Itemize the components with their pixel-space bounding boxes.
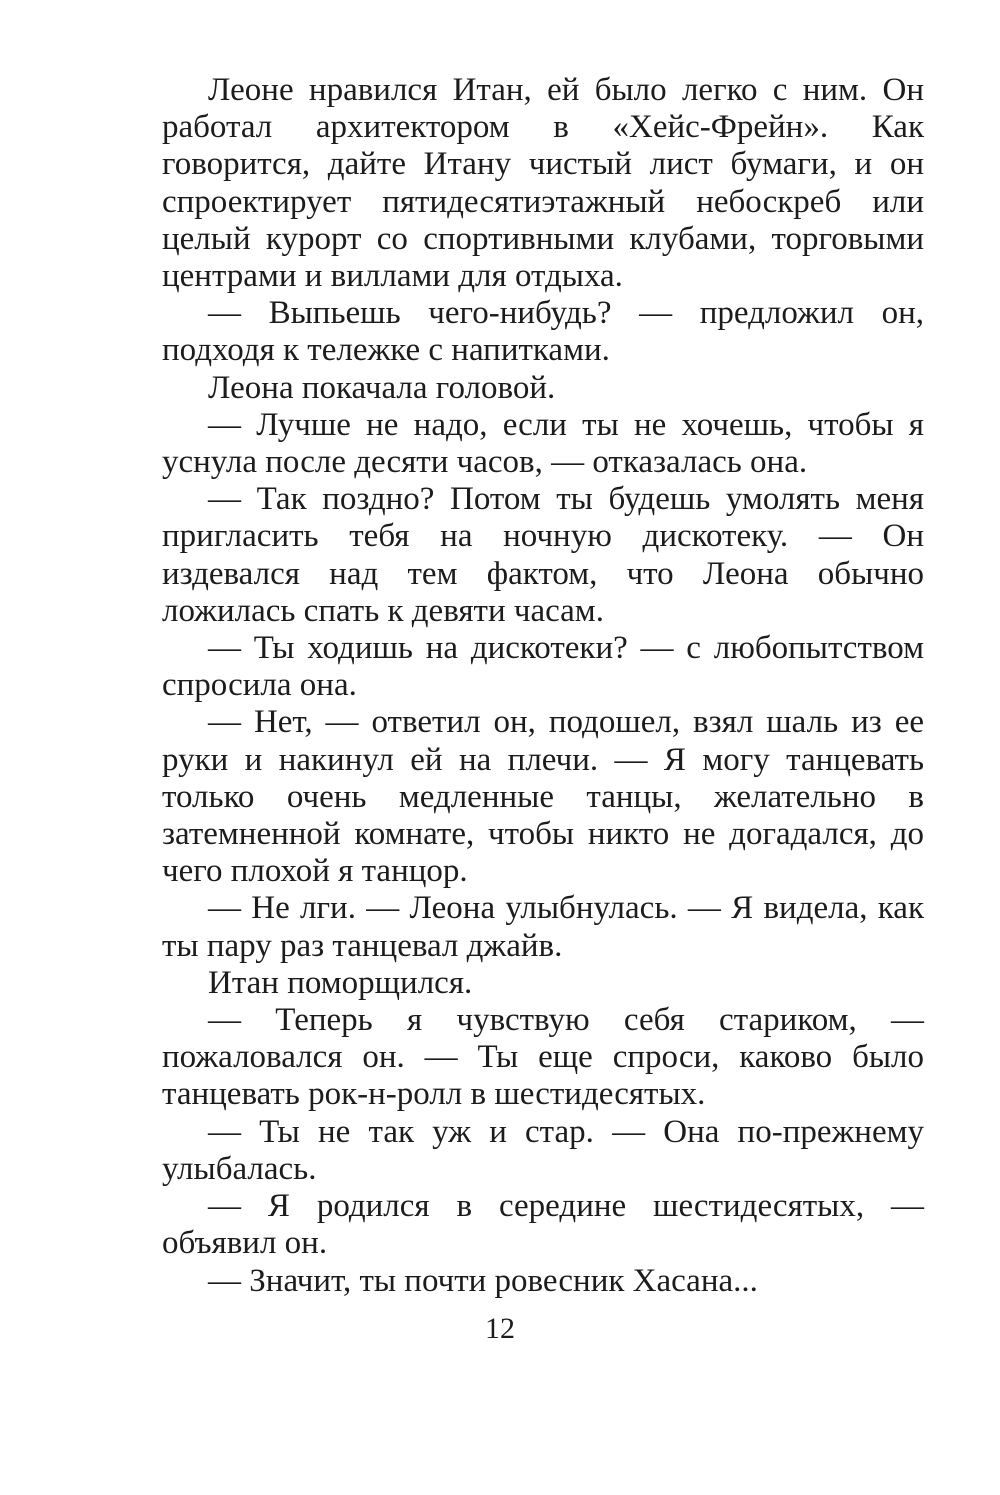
paragraph: — Лучше не надо, если ты не хочешь, чтобы я уснула после десяти часов, — отказалась она. [162, 406, 924, 481]
paragraph: — Не лги. — Леона улыбнулась. — Я видела, как ты пару раз танцевал джайв. [162, 890, 924, 964]
paragraph: — Так поздно? Потом ты будешь умолять меня пригласить тебя на ночную дискотеку. — Он издевался над тем фактом, что Леона обычно ложилась спать к девяти часам. [162, 481, 924, 629]
paragraph: — Теперь я чувствую себя стариком, — пожаловался он. — Ты еще спроси, каково было танцевать рок-н-ролл в шестидесятых. [162, 1002, 924, 1113]
paragraph: — Ты не так уж и стар. — Она по-прежнему улыбалась. [162, 1113, 924, 1187]
paragraph: — Ты ходишь на дискотеки? — с любопытством спросила она. [162, 630, 924, 704]
paragraph: — Я родился в середине шестидесятых, — объявил он. [162, 1188, 924, 1262]
paragraph: Леона покачала головой. [208, 369, 556, 406]
page-number: 12 [485, 1312, 515, 1345]
body-text [162, 72, 924, 1300]
paragraph: — Нет, — ответил он, подошел, взял шаль из ее руки и накинул ей на плечи. — Я могу танцевать только очень медленные танцы, желательно в затемненной комнате, чтобы никто не догадался, до чего плохой я танцор. [162, 704, 924, 890]
paragraph: Леоне нравился Итан, ей было легко с ним. Он работал архитектором в «Хейс-Фрейн». Как говорится, дайте Итану чистый лист бумаги, и он спроектирует пятидесятиэтажный небоскреб или целый курорт со спортивными клубами, торговыми центрами и виллами для отдыха. [162, 72, 924, 295]
paragraph: — Выпьешь чего-нибудь? — предложил он, подходя к тележке с напитками. [162, 295, 924, 369]
paragraph: — Значит, ты почти ровесник Хасана... [208, 1262, 758, 1299]
paragraph: Итан поморщился. [208, 964, 473, 1001]
